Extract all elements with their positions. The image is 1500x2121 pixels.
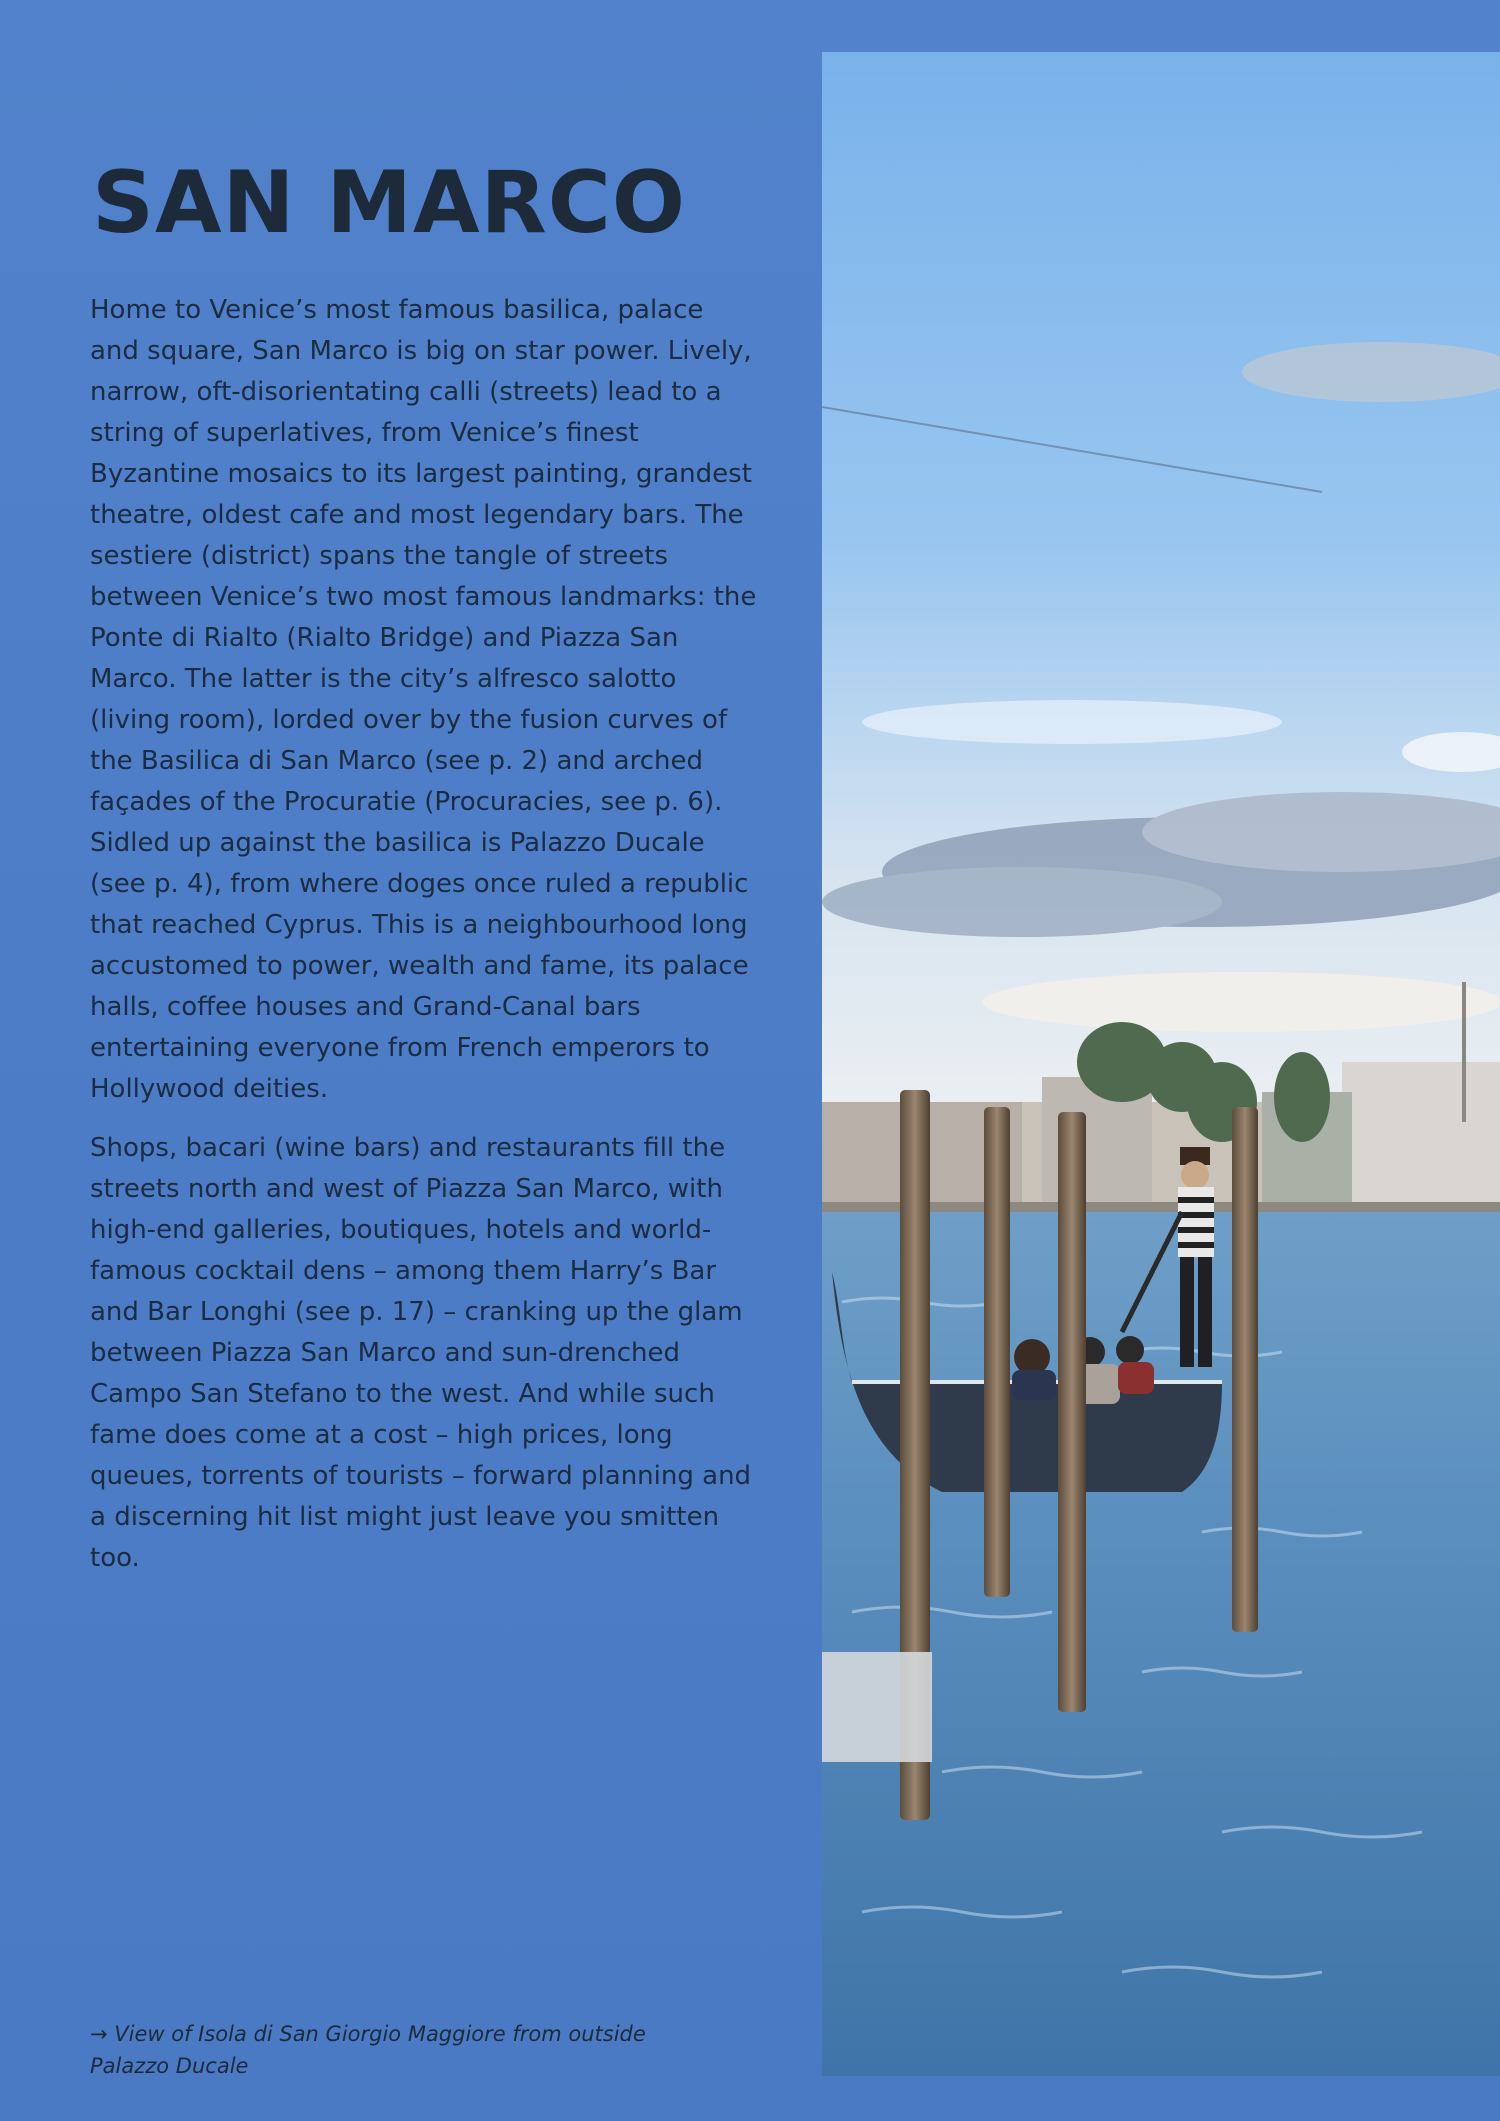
body-paragraph-2: Shops, bacari (wine bars) and restaurants fill the streets north and west of Piazza San Marco, with high-end galleries, boutiques, hotels and world-famous cocktail dens – among them Harry’s Bar and Bar Longhi (see p. 17) – cranking up the glam between Piazza San Marco and sun-drenched Campo San Stefano to the west. And while such fame does come at a cost – high prices, long queues, torrents of tourists – forward planning and a discerning hit list might just leave you smitten too. [90,1133,752,1573]
article-body [90,290,760,1597]
dock-edge [822,1652,932,1762]
photo-illustration [822,52,1500,2076]
venice-gondola-photo [822,52,1500,2076]
page-title: SAN MARCO [92,153,686,253]
photo-caption: → View of Isola di San Giorgio Maggiore from outside Palazzo Ducale [90,2022,646,2078]
body-paragraph-1: Home to Venice’s most famous basilica, palace and square, San Marco is big on star power. Lively, narrow, oft-disorientating calli (streets) lead to a string of superlatives, from Venice’s finest Byzantine mosaics to its largest painting, grandest theatre, oldest cafe and most legendary bars. The sestiere (district) spans the tangle of streets between Venice’s two most famous landmarks: the Ponte di Rialto (Rialto Bridge) and Piazza San Marco. The latter is the city’s alfresco salotto (living room), lorded over by the fusion curves of the Basilica di San Marco (see p. 2) and arched façades of the Procuratie (Procuracies, see p. 6). Sidled up against the basilica is Palazzo Ducale (see p. 4), from where doges once ruled a republic that reached Cyprus. This is a neighbourhood long accustomed to power, wealth and fame, its palace halls, coffee houses and Grand-Canal bars entertaining everyone from French emperors to Hollywood deities. [90,295,757,1104]
